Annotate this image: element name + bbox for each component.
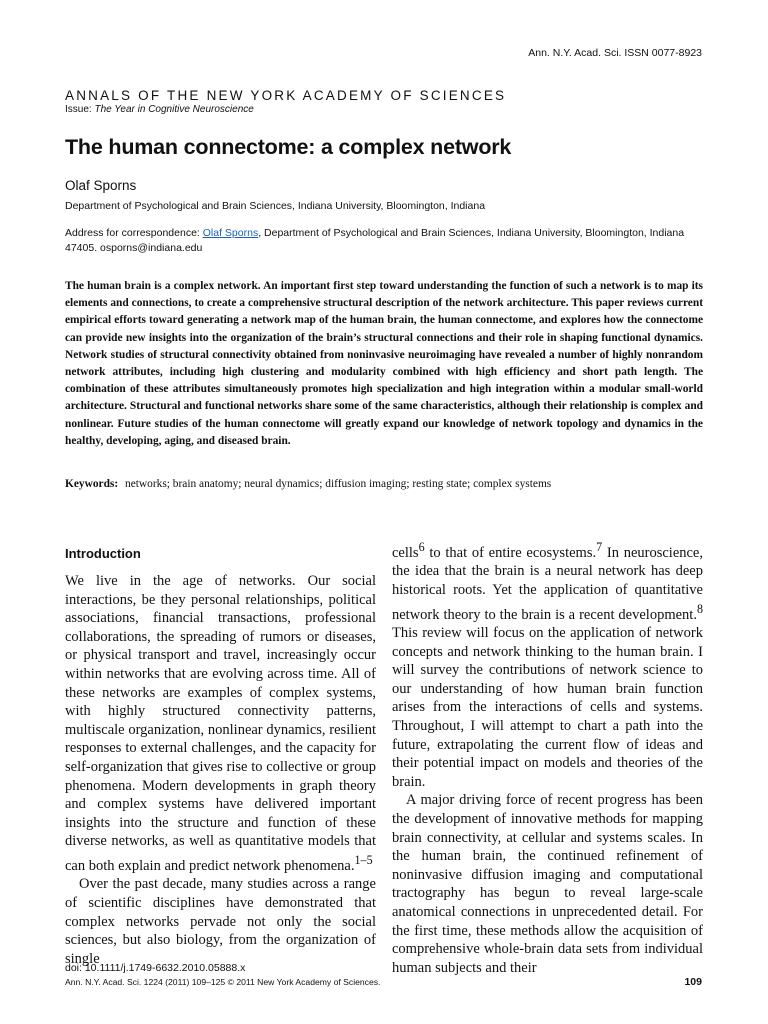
paragraph-text: This review will focus on the application of network concepts and network thinking to the human brain. I will survey the contributions of network science to our understanding of how human brain function arises from the interactions of cells and systems. Throughout, I will attempt to chart a path into the future, extrapolating the current flow of ideas and their potential impact on models and theories of the brain. [392,625,703,790]
paragraph-text: In neuroscience, the idea that the brain is a neural network has deep historical roots. Yet the application of quantitative network theory to the brain is a recent development. [392,544,703,623]
issue-line [65,104,254,115]
body-paragraph: Over the past decade, many studies across a range of scientific disciplines have demonstrated that complex networks pervade not only the social sciences, but also biology, from the organization of single [65,876,376,967]
author-name: Olaf Sporns [65,178,137,193]
author-affiliation: Department of Psychological and Brain Sciences, Indiana University, Bloomington, Indiana [65,200,486,212]
doi-line: doi: 10.1111/j.1749-6632.2010.05888.x [65,962,246,974]
citation-superscript: 1–5 [354,852,373,867]
keywords-label: Keywords: [65,478,119,490]
section-heading-introduction: Introduction [65,546,141,561]
citation-superscript: 6 [418,540,425,554]
keywords-text: networks; brain anatomy; neural dynamics; diffusion imaging; resting state; complex systems [125,478,552,490]
citation-superscript: 8 [696,601,703,616]
page-number: 109 [684,976,702,988]
citation-superscript: 7 [596,540,603,554]
journal-name: ANNALS OF THE NEW YORK ACADEMY OF SCIENCES [65,88,507,103]
body-column-right [392,538,703,977]
body-paragraph [65,572,376,875]
citation-line: Ann. N.Y. Acad. Sci. 1224 (2011) 109–125 © 2011 New York Academy of Sciences. [65,977,381,987]
paragraph-text: to that of entire ecosystems. [424,544,597,561]
keywords [65,478,551,490]
correspondence-prefix: Address for correspondence: [65,227,203,239]
body-column-left [65,572,376,968]
issn-line: Ann. N.Y. Acad. Sci. ISSN 0077-8923 [528,47,702,59]
correspondence-address [65,226,705,256]
body-paragraph [392,538,703,791]
paragraph-text: We live in the age of networks. Our social interactions, be they personal relationships, political associations, financial transactions, professional collaborations, the spreading of rumors or diseases, or physical transport and travel, increasingly occur within networks that are evolving across time. All of these networks are examples of complex systems, with highly structured connectivity patterns, multiscale organization, nonlinear dynamics, resilient responses to external challenges, and the capacity for self-organization that gives rise to collective or group phenomena. Modern developments in graph theory and complex systems have delivered important insights into the structure and function of these diverse networks, as well as quantitative models that can both explain and predict network phenomena. [65,573,376,874]
abstract: The human brain is a complex network. An important first step toward understanding the function of such a network is to map its elements and connections, to create a comprehensive structural description of the network architecture. This paper reviews current empirical efforts toward generating a network map of the human brain, the human connectome, and explores how the connectome can provide new insights into the organization of the brain’s structural connections and their role in shaping functional dynamics. Network studies of structural connectivity obtained from noninvasive neuroimaging have revealed a number of highly nonrandom network attributes, including high clustering and modularity combined with high efficiency and short path length. The combination of these attributes simultaneously promotes high specialization and high integration within a modular small-world architecture. Structural and functional networks share some of the same characteristics, although their relationship is complex and nonlinear. Future studies of the human connectome will greatly expand our knowledge of network topology and dynamics in the healthy, developing, aging, and diseased brain. [65,280,703,447]
article-title: The human connectome: a complex network [65,135,512,159]
paragraph-text: cells [392,544,419,561]
correspondence-author-link[interactable]: Olaf Sporns [202,227,259,239]
issue-name: The Year in Cognitive Neuroscience [94,104,254,115]
issue-label: Issue: [65,104,95,115]
correspondence-details: , Department of Psychological and Brain Sciences, Indiana University, Bloomington, Indiana 47405. osporns@indiana.edu [65,227,685,254]
body-paragraph: A major driving force of recent progress has been the development of innovative methods for mapping brain connectivity, at cellular and systems scales. In the human brain, the continued refinement of noninvasive diffusion imaging and computational tractography has begun to reveal large-scale anatomical connections in unprecedented detail. For the first time, these methods allow the acquisition of comprehensive whole-brain data sets from individual human subjects and their [392,792,703,976]
